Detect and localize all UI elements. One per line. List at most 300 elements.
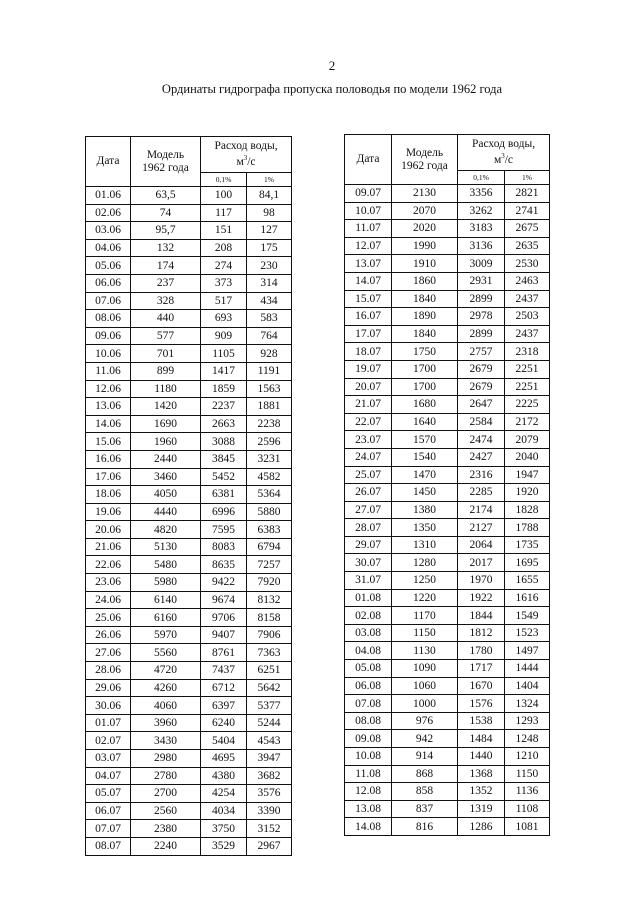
cell-flow-p01: 1859 <box>201 380 247 398</box>
cell-flow-p1: 2463 <box>505 272 550 290</box>
cell-date: 10.08 <box>345 748 392 766</box>
cell-date: 14.06 <box>86 415 131 433</box>
table-row <box>86 292 292 310</box>
cell-flow-p1: 928 <box>247 345 292 363</box>
cell-model: 1540 <box>392 448 458 466</box>
cell-flow-p01: 6996 <box>201 503 247 521</box>
cell-date: 22.06 <box>86 556 131 574</box>
cell-flow-p1: 2635 <box>505 237 550 255</box>
cell-flow-p01: 3845 <box>201 450 247 468</box>
header-p1: 1% <box>505 171 550 185</box>
cell-flow-p1: 1523 <box>505 624 550 642</box>
cell-model: 4820 <box>131 521 201 539</box>
cell-date: 23.06 <box>86 574 131 592</box>
cell-date: 12.07 <box>345 237 392 255</box>
cell-flow-p1: 7906 <box>247 626 292 644</box>
cell-flow-p1: 1828 <box>505 501 550 519</box>
table-row <box>86 714 292 732</box>
table-row <box>86 697 292 715</box>
table-row <box>345 589 550 607</box>
cell-date: 08.06 <box>86 310 131 328</box>
cell-model: 4260 <box>131 679 201 697</box>
cell-date: 05.06 <box>86 257 131 275</box>
cell-flow-p01: 1352 <box>458 783 505 801</box>
cell-model: 1470 <box>392 466 458 484</box>
table-row <box>345 695 550 713</box>
cell-flow-p1: 7363 <box>247 644 292 662</box>
table-body-right <box>345 185 550 836</box>
cell-date: 07.08 <box>345 695 392 713</box>
cell-flow-p01: 2127 <box>458 519 505 537</box>
cell-date: 14.08 <box>345 818 392 836</box>
cell-date: 19.06 <box>86 503 131 521</box>
table-row <box>345 607 550 625</box>
table-row <box>86 679 292 697</box>
cell-date: 21.06 <box>86 538 131 556</box>
header-flow <box>201 137 292 173</box>
page-title: Ординаты гидрографа пропуска половодья по модели 1962 года <box>161 82 503 96</box>
cell-date: 15.06 <box>86 433 131 451</box>
cell-model: 577 <box>131 327 201 345</box>
cell-date: 17.06 <box>86 468 131 486</box>
cell-model: 1060 <box>392 677 458 695</box>
cell-date: 06.06 <box>86 274 131 292</box>
cell-date: 15.07 <box>345 290 392 308</box>
table-row <box>345 308 550 326</box>
cell-model: 1640 <box>392 413 458 431</box>
cell-model: 3460 <box>131 468 201 486</box>
cell-flow-p01: 1105 <box>201 345 247 363</box>
cell-flow-p1: 8158 <box>247 609 292 627</box>
cell-flow-p01: 9674 <box>201 591 247 609</box>
cell-flow-p1: 1655 <box>505 572 550 590</box>
table-row <box>86 837 292 855</box>
cell-flow-p1: 5377 <box>247 697 292 715</box>
cell-flow-p01: 208 <box>201 239 247 257</box>
cell-model: 2240 <box>131 837 201 855</box>
cell-flow-p1: 2596 <box>247 433 292 451</box>
table-row <box>86 785 292 803</box>
cell-flow-p01: 8761 <box>201 644 247 662</box>
cell-flow-p1: 1293 <box>505 712 550 730</box>
table-row <box>345 378 550 396</box>
cell-date: 06.07 <box>86 802 131 820</box>
cell-flow-p1: 314 <box>247 274 292 292</box>
cell-flow-p1: 1324 <box>505 695 550 713</box>
cell-model: 328 <box>131 292 201 310</box>
cell-flow-p01: 6381 <box>201 486 247 504</box>
cell-flow-p01: 2064 <box>458 536 505 554</box>
cell-flow-p01: 1812 <box>458 624 505 642</box>
table-body-left <box>86 187 292 856</box>
cell-model: 2780 <box>131 767 201 785</box>
header-date: Дата <box>345 135 392 185</box>
cell-flow-p01: 9407 <box>201 626 247 644</box>
cell-flow-p01: 1717 <box>458 660 505 678</box>
cell-flow-p1: 2675 <box>505 220 550 238</box>
table-row <box>86 222 292 240</box>
cell-date: 26.07 <box>345 484 392 502</box>
cell-date: 13.08 <box>345 800 392 818</box>
cell-date: 10.07 <box>345 202 392 220</box>
cell-flow-p1: 1947 <box>505 466 550 484</box>
cell-model: 5480 <box>131 556 201 574</box>
table-row <box>86 626 292 644</box>
table-row <box>86 591 292 609</box>
cell-flow-p01: 2584 <box>458 413 505 431</box>
cell-model: 2440 <box>131 450 201 468</box>
cell-flow-p01: 2931 <box>458 272 505 290</box>
cell-date: 20.07 <box>345 378 392 396</box>
cell-flow-p01: 2017 <box>458 554 505 572</box>
cell-date: 17.07 <box>345 325 392 343</box>
cell-flow-p1: 1788 <box>505 519 550 537</box>
cell-flow-p1: 2530 <box>505 255 550 273</box>
cell-flow-p01: 4034 <box>201 802 247 820</box>
cell-flow-p1: 5364 <box>247 486 292 504</box>
table-row <box>86 662 292 680</box>
cell-date: 01.07 <box>86 714 131 732</box>
table-row <box>86 345 292 363</box>
cell-flow-p01: 1970 <box>458 572 505 590</box>
cell-model: 5970 <box>131 626 201 644</box>
cell-model: 4720 <box>131 662 201 680</box>
cell-date: 04.08 <box>345 642 392 660</box>
table-row <box>345 818 550 836</box>
cell-date: 11.06 <box>86 362 131 380</box>
cell-flow-p1: 2251 <box>505 360 550 378</box>
header-model-line2: 1962 года <box>401 159 448 172</box>
cell-date: 14.07 <box>345 272 392 290</box>
cell-flow-p01: 2679 <box>458 378 505 396</box>
cell-model: 2700 <box>131 785 201 803</box>
cell-model: 1960 <box>131 433 201 451</box>
cell-flow-p01: 9422 <box>201 574 247 592</box>
cell-flow-p01: 1368 <box>458 765 505 783</box>
header-p1: 1% <box>247 173 292 187</box>
table-row <box>345 220 550 238</box>
cell-flow-p01: 2663 <box>201 415 247 433</box>
table-row <box>345 501 550 519</box>
cell-model: 1450 <box>392 484 458 502</box>
cell-flow-p1: 3682 <box>247 767 292 785</box>
cell-flow-p1: 2040 <box>505 448 550 466</box>
cell-model: 1910 <box>392 255 458 273</box>
cell-date: 25.06 <box>86 609 131 627</box>
cell-flow-p01: 3088 <box>201 433 247 451</box>
cell-flow-p01: 4695 <box>201 750 247 768</box>
cell-flow-p01: 8083 <box>201 538 247 556</box>
cell-flow-p01: 1319 <box>458 800 505 818</box>
cell-date: 12.06 <box>86 380 131 398</box>
table-row <box>86 486 292 504</box>
table-row <box>86 468 292 486</box>
cell-flow-p1: 2318 <box>505 343 550 361</box>
cell-model: 1700 <box>392 378 458 396</box>
cell-model: 816 <box>392 818 458 836</box>
cell-flow-p1: 1191 <box>247 362 292 380</box>
table-row <box>345 396 550 414</box>
cell-model: 1570 <box>392 431 458 449</box>
cell-model: 6140 <box>131 591 201 609</box>
table-row <box>345 272 550 290</box>
cell-date: 18.07 <box>345 343 392 361</box>
cell-flow-p1: 1404 <box>505 677 550 695</box>
cell-flow-p01: 7437 <box>201 662 247 680</box>
cell-date: 30.07 <box>345 554 392 572</box>
cell-model: 1130 <box>392 642 458 660</box>
table-row <box>86 204 292 222</box>
cell-model: 2070 <box>392 202 458 220</box>
cell-flow-p1: 2741 <box>505 202 550 220</box>
header-flow-line1: Расход воды, <box>471 137 536 150</box>
cell-flow-p1: 98 <box>247 204 292 222</box>
cell-flow-p01: 9706 <box>201 609 247 627</box>
cell-date: 06.08 <box>345 677 392 695</box>
cell-date: 10.06 <box>86 345 131 363</box>
cell-flow-p01: 117 <box>201 204 247 222</box>
table-row <box>86 274 292 292</box>
cell-model: 1890 <box>392 308 458 326</box>
cell-date: 12.08 <box>345 783 392 801</box>
cell-flow-p01: 8635 <box>201 556 247 574</box>
cell-flow-p1: 2079 <box>505 431 550 449</box>
table-row <box>345 800 550 818</box>
cell-date: 30.06 <box>86 697 131 715</box>
cell-flow-p01: 2757 <box>458 343 505 361</box>
cell-flow-p1: 2437 <box>505 325 550 343</box>
cell-date: 11.08 <box>345 765 392 783</box>
cell-flow-p1: 6251 <box>247 662 292 680</box>
cell-date: 03.07 <box>86 750 131 768</box>
table-row <box>345 765 550 783</box>
cell-flow-p1: 3947 <box>247 750 292 768</box>
cell-flow-p01: 151 <box>201 222 247 240</box>
cell-flow-p1: 1881 <box>247 398 292 416</box>
cell-model: 1170 <box>392 607 458 625</box>
cell-flow-p01: 373 <box>201 274 247 292</box>
cell-model: 1380 <box>392 501 458 519</box>
cell-model: 95,7 <box>131 222 201 240</box>
cell-flow-p1: 3231 <box>247 450 292 468</box>
cell-flow-p01: 2285 <box>458 484 505 502</box>
cell-date: 28.07 <box>345 519 392 537</box>
table-row <box>345 360 550 378</box>
cell-date: 23.07 <box>345 431 392 449</box>
cell-flow-p1: 2821 <box>505 185 550 203</box>
table-row <box>345 325 550 343</box>
table-row <box>86 310 292 328</box>
cell-flow-p1: 1136 <box>505 783 550 801</box>
cell-model: 132 <box>131 239 201 257</box>
cell-flow-p1: 2225 <box>505 396 550 414</box>
cell-model: 3430 <box>131 732 201 750</box>
cell-model: 63,5 <box>131 187 201 205</box>
table-row <box>345 431 550 449</box>
cell-date: 01.08 <box>345 589 392 607</box>
cell-flow-p1: 84,1 <box>247 187 292 205</box>
cell-model: 899 <box>131 362 201 380</box>
table-row <box>345 237 550 255</box>
table-row <box>86 450 292 468</box>
cell-flow-p1: 127 <box>247 222 292 240</box>
cell-flow-p1: 1563 <box>247 380 292 398</box>
cell-flow-p01: 1484 <box>458 730 505 748</box>
table-row <box>86 609 292 627</box>
table-row <box>345 677 550 695</box>
cell-date: 19.07 <box>345 360 392 378</box>
cell-model: 1000 <box>392 695 458 713</box>
cell-model: 2380 <box>131 820 201 838</box>
cell-flow-p1: 230 <box>247 257 292 275</box>
cell-flow-p01: 4380 <box>201 767 247 785</box>
cell-flow-p1: 5244 <box>247 714 292 732</box>
cell-flow-p1: 7257 <box>247 556 292 574</box>
cell-date: 09.08 <box>345 730 392 748</box>
cell-model: 868 <box>392 765 458 783</box>
cell-model: 976 <box>392 712 458 730</box>
table-row <box>345 624 550 642</box>
cell-date: 29.07 <box>345 536 392 554</box>
cell-model: 858 <box>392 783 458 801</box>
cell-date: 20.06 <box>86 521 131 539</box>
table-row <box>86 574 292 592</box>
page-number: 2 <box>328 58 336 73</box>
header-model-line1: Модель <box>405 146 444 159</box>
cell-flow-p1: 1210 <box>505 748 550 766</box>
table-row <box>345 572 550 590</box>
cell-date: 02.06 <box>86 204 131 222</box>
cell-date: 16.07 <box>345 308 392 326</box>
cell-flow-p1: 2967 <box>247 837 292 855</box>
cell-flow-p1: 2251 <box>505 378 550 396</box>
table-row <box>86 802 292 820</box>
table-row <box>345 748 550 766</box>
table-row <box>345 343 550 361</box>
cell-flow-p1: 3390 <box>247 802 292 820</box>
table-row <box>345 484 550 502</box>
cell-flow-p01: 517 <box>201 292 247 310</box>
cell-flow-p1: 4582 <box>247 468 292 486</box>
cell-flow-p1: 1920 <box>505 484 550 502</box>
cell-date: 22.07 <box>345 413 392 431</box>
cell-model: 1990 <box>392 237 458 255</box>
cell-model: 4050 <box>131 486 201 504</box>
cell-flow-p1: 1616 <box>505 589 550 607</box>
cell-model: 1350 <box>392 519 458 537</box>
cell-model: 1700 <box>392 360 458 378</box>
cell-flow-p01: 6397 <box>201 697 247 715</box>
cell-model: 701 <box>131 345 201 363</box>
cell-date: 03.06 <box>86 222 131 240</box>
cell-flow-p1: 1108 <box>505 800 550 818</box>
cell-model: 1840 <box>392 290 458 308</box>
cell-model: 5560 <box>131 644 201 662</box>
cell-flow-p1: 4543 <box>247 732 292 750</box>
cell-flow-p1: 1444 <box>505 660 550 678</box>
cell-flow-p01: 1576 <box>458 695 505 713</box>
header-flow-unit: $м^3/с$ <box>236 154 256 169</box>
cell-flow-p1: 6794 <box>247 538 292 556</box>
cell-model: 1180 <box>131 380 201 398</box>
cell-date: 03.08 <box>345 624 392 642</box>
cell-date: 13.07 <box>345 255 392 273</box>
table-row <box>86 503 292 521</box>
cell-flow-p01: 100 <box>201 187 247 205</box>
cell-flow-p1: 3152 <box>247 820 292 838</box>
cell-flow-p01: 3136 <box>458 237 505 255</box>
cell-flow-p01: 3009 <box>458 255 505 273</box>
cell-date: 27.06 <box>86 644 131 662</box>
cell-flow-p01: 3262 <box>458 202 505 220</box>
header-p01: 0,1% <box>201 173 247 187</box>
cell-date: 29.06 <box>86 679 131 697</box>
cell-model: 237 <box>131 274 201 292</box>
cell-model: 2020 <box>392 220 458 238</box>
cell-model: 837 <box>392 800 458 818</box>
cell-model: 5980 <box>131 574 201 592</box>
table-row <box>345 712 550 730</box>
table-row <box>345 413 550 431</box>
cell-date: 28.06 <box>86 662 131 680</box>
table-row <box>345 466 550 484</box>
cell-flow-p1: 1497 <box>505 642 550 660</box>
header-model <box>392 135 458 185</box>
table-row <box>86 732 292 750</box>
cell-date: 21.07 <box>345 396 392 414</box>
cell-model: 914 <box>392 748 458 766</box>
cell-date: 27.07 <box>345 501 392 519</box>
cell-date: 02.07 <box>86 732 131 750</box>
cell-flow-p01: 1780 <box>458 642 505 660</box>
cell-flow-p1: 5642 <box>247 679 292 697</box>
cell-model: 1420 <box>131 398 201 416</box>
cell-flow-p01: 1417 <box>201 362 247 380</box>
cell-model: 942 <box>392 730 458 748</box>
table-row <box>345 519 550 537</box>
cell-model: 1090 <box>392 660 458 678</box>
cell-flow-p1: 175 <box>247 239 292 257</box>
cell-flow-p1: 7920 <box>247 574 292 592</box>
cell-flow-p1: 5880 <box>247 503 292 521</box>
cell-flow-p01: 1922 <box>458 589 505 607</box>
cell-model: 174 <box>131 257 201 275</box>
cell-flow-p01: 3529 <box>201 837 247 855</box>
cell-flow-p01: 2647 <box>458 396 505 414</box>
cell-flow-p1: 8132 <box>247 591 292 609</box>
cell-date: 01.06 <box>86 187 131 205</box>
cell-flow-p1: 434 <box>247 292 292 310</box>
cell-date: 09.06 <box>86 327 131 345</box>
header-model <box>131 137 201 187</box>
cell-flow-p01: 2899 <box>458 325 505 343</box>
cell-flow-p01: 6240 <box>201 714 247 732</box>
cell-model: 3960 <box>131 714 201 732</box>
cell-flow-p01: 909 <box>201 327 247 345</box>
cell-flow-p01: 2237 <box>201 398 247 416</box>
cell-model: 1150 <box>392 624 458 642</box>
table-row <box>86 257 292 275</box>
cell-model: 4060 <box>131 697 201 715</box>
table-row <box>345 290 550 308</box>
cell-model: 1690 <box>131 415 201 433</box>
cell-date: 24.06 <box>86 591 131 609</box>
table-row <box>86 327 292 345</box>
cell-flow-p01: 5452 <box>201 468 247 486</box>
cell-flow-p01: 1844 <box>458 607 505 625</box>
cell-flow-p01: 6712 <box>201 679 247 697</box>
cell-flow-p01: 274 <box>201 257 247 275</box>
